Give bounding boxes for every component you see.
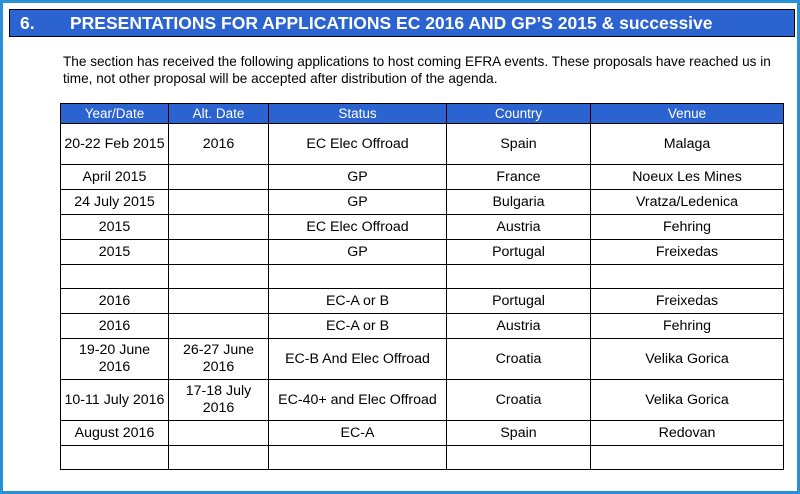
cell-status: EC-40+ and Elec Offroad bbox=[269, 380, 447, 421]
table-row bbox=[61, 380, 784, 421]
cell-alt-date bbox=[169, 215, 269, 240]
section-number: 6. bbox=[20, 12, 35, 33]
cell-status: EC Elec Offroad bbox=[269, 124, 447, 165]
table-row bbox=[61, 165, 784, 190]
cell-country bbox=[447, 446, 591, 470]
cell-country: Croatia bbox=[447, 380, 591, 421]
cell-venue: Velika Gorica bbox=[591, 339, 784, 380]
cell-year-date: 2016 bbox=[61, 289, 169, 314]
cell-status bbox=[269, 265, 447, 289]
cell-alt-date: 26-27 June 2016 bbox=[169, 339, 269, 380]
cell-year-date: 24 July 2015 bbox=[61, 190, 169, 215]
cell-status: GP bbox=[269, 190, 447, 215]
section-header bbox=[9, 9, 795, 37]
cell-venue: Redovan bbox=[591, 421, 784, 446]
cell-country: France bbox=[447, 165, 591, 190]
cell-alt-date bbox=[169, 240, 269, 265]
header-venue: Venue bbox=[591, 104, 784, 124]
cell-year-date: 2015 bbox=[61, 215, 169, 240]
cell-status: EC-A or B bbox=[269, 314, 447, 339]
table-row bbox=[61, 421, 784, 446]
cell-venue bbox=[591, 446, 784, 470]
header-country: Country bbox=[447, 104, 591, 124]
cell-venue: Noeux Les Mines bbox=[591, 165, 784, 190]
cell-alt-date bbox=[169, 314, 269, 339]
cell-country: Austria bbox=[447, 314, 591, 339]
cell-status: EC-A bbox=[269, 421, 447, 446]
cell-alt-date: 17-18 July 2016 bbox=[169, 380, 269, 421]
cell-status: EC Elec Offroad bbox=[269, 215, 447, 240]
cell-country: Croatia bbox=[447, 339, 591, 380]
cell-venue: Vratza/Ledenica bbox=[591, 190, 784, 215]
cell-venue bbox=[591, 265, 784, 289]
header-year-date: Year/Date bbox=[61, 104, 169, 124]
header-status: Status bbox=[269, 104, 447, 124]
cell-year-date: 2016 bbox=[61, 314, 169, 339]
cell-country: Spain bbox=[447, 124, 591, 165]
cell-year-date: 2015 bbox=[61, 240, 169, 265]
cell-status: EC-A or B bbox=[269, 289, 447, 314]
section-title: PRESENTATIONS FOR APPLICATIONS EC 2016 AND GP’S 2015 & successive bbox=[70, 12, 713, 33]
header-alt-date: Alt. Date bbox=[169, 104, 269, 124]
cell-country: Portugal bbox=[447, 240, 591, 265]
cell-year-date: 10-11 July 2016 bbox=[61, 380, 169, 421]
cell-venue: Freixedas bbox=[591, 240, 784, 265]
cell-venue: Velika Gorica bbox=[591, 380, 784, 421]
cell-country bbox=[447, 265, 591, 289]
cell-country: Spain bbox=[447, 421, 591, 446]
table-row bbox=[61, 240, 784, 265]
cell-alt-date bbox=[169, 165, 269, 190]
cell-status bbox=[269, 446, 447, 470]
intro-paragraph: The section has received the following applications to host coming EFRA events. These proposals have reached us in time, not other proposal will be accepted after distribution of the agenda. bbox=[63, 54, 771, 86]
cell-country: Bulgaria bbox=[447, 190, 591, 215]
cell-year-date: April 2015 bbox=[61, 165, 169, 190]
cell-venue: Freixedas bbox=[591, 289, 784, 314]
cell-year-date bbox=[61, 265, 169, 289]
cell-alt-date: 2016 bbox=[169, 124, 269, 165]
cell-alt-date bbox=[169, 265, 269, 289]
table-header-row bbox=[61, 104, 784, 124]
cell-venue: Malaga bbox=[591, 124, 784, 165]
cell-country: Portugal bbox=[447, 289, 591, 314]
cell-status: GP bbox=[269, 165, 447, 190]
cell-status: GP bbox=[269, 240, 447, 265]
table-row-empty bbox=[61, 446, 784, 470]
cell-year-date: 20-22 Feb 2015 bbox=[61, 124, 169, 165]
table-row bbox=[61, 124, 784, 165]
cell-alt-date bbox=[169, 289, 269, 314]
cell-country: Austria bbox=[447, 215, 591, 240]
cell-year-date: 19-20 June 2016 bbox=[61, 339, 169, 380]
table-row-empty bbox=[61, 265, 784, 289]
table-row bbox=[61, 339, 784, 380]
cell-alt-date bbox=[169, 421, 269, 446]
cell-year-date: August 2016 bbox=[61, 421, 169, 446]
cell-status: EC-B And Elec Offroad bbox=[269, 339, 447, 380]
cell-venue: Fehring bbox=[591, 314, 784, 339]
cell-venue: Fehring bbox=[591, 215, 784, 240]
table-row bbox=[61, 215, 784, 240]
events-table bbox=[60, 103, 784, 470]
table-row bbox=[61, 190, 784, 215]
cell-alt-date bbox=[169, 190, 269, 215]
table-row bbox=[61, 289, 784, 314]
cell-year-date bbox=[61, 446, 169, 470]
table-row bbox=[61, 314, 784, 339]
cell-alt-date bbox=[169, 446, 269, 470]
